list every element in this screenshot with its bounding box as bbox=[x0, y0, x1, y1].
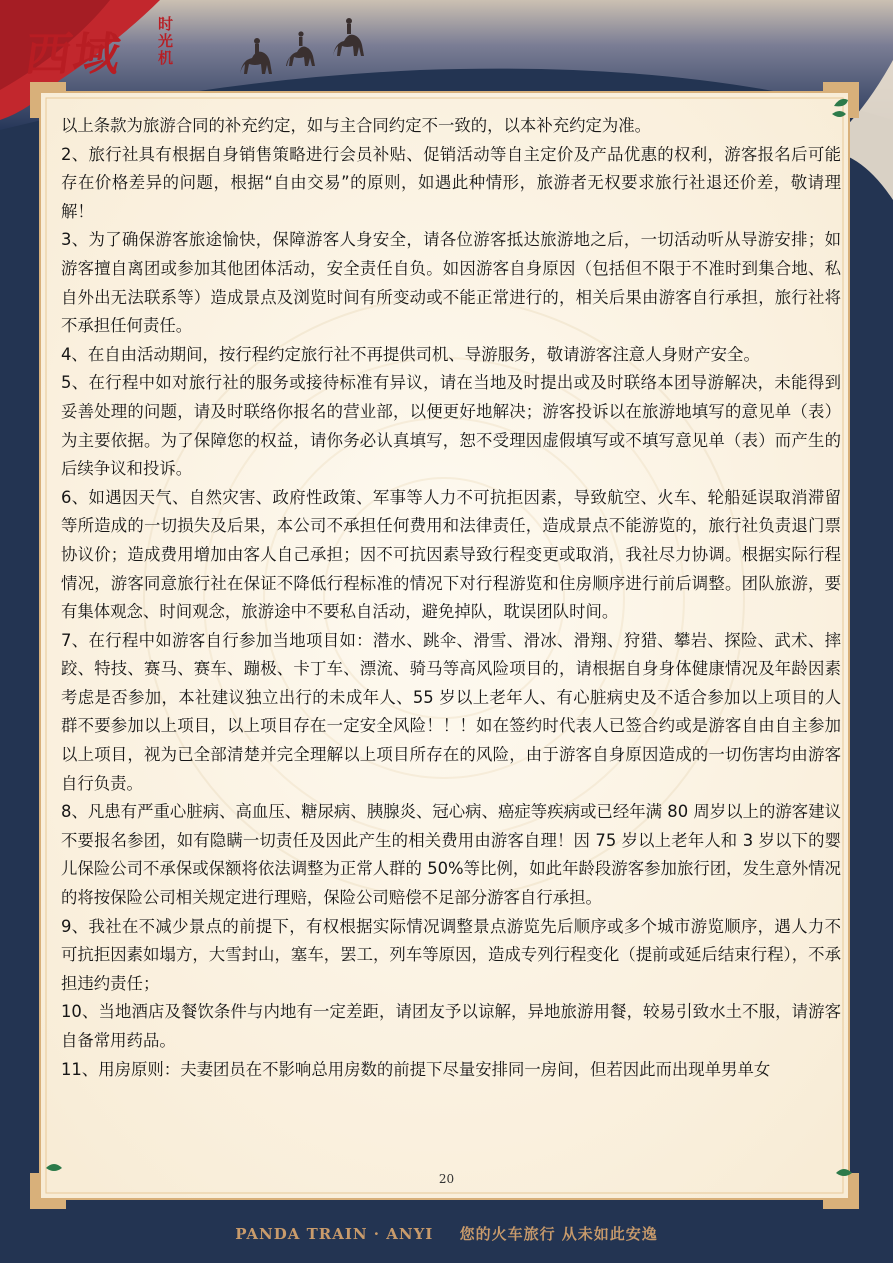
footer-slogan: 您的火车旅行 从未如此安逸 bbox=[459, 1225, 658, 1243]
paragraph-5: 5、在行程中如对旅行社的服务或接待标准有异议，请在当地及时提出或及时联络本团导游解决，未能得到妥善处理的问题，请及时联络你报名的营业部，以便更好地解决；游客投诉以在旅游地填写的意见单（表）为主要依据。为了保障您的权益，请你务必认真填写，恕不受理因虚假填写或不填写意见单（表）而产生的后续争议和投诉。 bbox=[61, 373, 841, 479]
footer bbox=[0, 1223, 893, 1249]
camel-caravan-icon bbox=[235, 4, 385, 84]
page-number: 20 bbox=[438, 1172, 455, 1186]
paragraph-6: 6、如遇因天气、自然灾害、政府性政策、军事等人力不可抗拒因素，导致航空、火车、轮船延误取消滞留等所造成的一切损失及后果，本公司不承担任何费用和法律责任，造成景点不能游览的，旅行社负责退门票协议价；造成费用增加由客人自己承担；因不可抗因素导致行程变更或取消，我社尽力协调。根据实际行程情况，游客同意旅行社在保证不降低行程标准的情况下对行程游览和住房顺序进行前后调整。团队旅游，要有集体观念、时间观念，旅游途中不要私自活动，避免掉队，耽误团队时间。 bbox=[61, 487, 841, 622]
paragraph-11: 11、用房原则：夫妻团员在不影响总用房数的前提下尽量安排同一房间，但若因此而出现单男单女 bbox=[61, 1059, 771, 1079]
logo-main-text: 西域 bbox=[21, 27, 126, 81]
paragraph-intro: 以上条款为旅游合同的补充约定，如与主合同约定不一致的，以本补充约定为准。 bbox=[61, 116, 652, 135]
paragraph-8: 8、凡患有严重心脏病、高血压、糖尿病、胰腺炎、冠心病、癌症等疾病或已经年满 80 周岁以上的游客建议不要报名参团，如有隐瞒一切责任及因此产生的相关费用由游客自理！因 75 岁以上老年人和 3 岁以下的婴儿保险公司不承保或保额将依法调整为正常人群的 50%等比例，如此年龄段游客参加旅行团，发生意外情况的将按保险公司相关规定进行理赔，保险公司赔偿不足部分游客自行承担。 bbox=[61, 802, 841, 908]
logo bbox=[22, 8, 172, 80]
terms-text bbox=[61, 112, 841, 1084]
paragraph-7: 7、在行程中如游客自行参加当地项目如：潜水、跳伞、滑雪、滑冰、滑翔、狩猎、攀岩、探险、武术、摔跤、特技、赛马、赛车、蹦极、卡丁车、漂流、骑马等高风险项目的，请根据自身身体健康情况及年龄因素考虑是否参加，本社建议独立出行的未成年人、55 岁以上老年人、有心脏病史及不适合参加以上项目的人群不要参加以上项目，以上项目存在一定安全风险！！！如在签约时代表人已签合约或是游客自由自主参加以上项目，视为已全部清楚并完全理解以上项目所存在的风险，由于游客自身原因造成的一切伤害均由游客自行负责。 bbox=[61, 630, 841, 793]
paragraph-2: 2、旅行社具有根据自身销售策略进行会员补贴、促销活动等自主定价及产品优惠的权利，游客报名后可能存在价格差异的问题，根据“自由交易”的原则，如遇此种情形，旅游者无权要求旅行社退还价差，敬请理解！ bbox=[61, 144, 841, 221]
logo-sub-text: 时光机 bbox=[158, 15, 174, 67]
paragraph-4: 4、在自由活动期间，按行程约定旅行社不再提供司机、导游服务，敬请游客注意人身财产安全。 bbox=[61, 344, 760, 364]
paragraph-3: 3、为了确保游客旅途愉快，保障游客人身安全，请各位游客抵达旅游地之后，一切活动听从导游安排；如游客擅自离团或参加其他团体活动，安全责任自负。如因游客自身原因（包括但不限于不准时到集合地、私自外出无法联系等）造成景点及浏览时间有所变动或不能正常进行的，相关后果由游客自行承担，旅行社将不承担任何责任。 bbox=[61, 230, 841, 336]
paragraph-9: 9、我社在不减少景点的前提下，有权根据实际情况调整景点游览先后顺序或多个城市游览顺序，遇人力不可抗拒因素如塌方，大雪封山，塞车，罢工，列车等原因，造成专列行程变化（提前或延后结束行程），不承担违约责任； bbox=[61, 916, 841, 993]
paragraph-10: 10、当地酒店及餐饮条件与内地有一定差距，请团友予以谅解，异地旅游用餐，较易引致水土不服，请游客自备常用药品。 bbox=[61, 1002, 841, 1050]
footer-brand: PANDA TRAIN · ANYI bbox=[235, 1225, 434, 1243]
